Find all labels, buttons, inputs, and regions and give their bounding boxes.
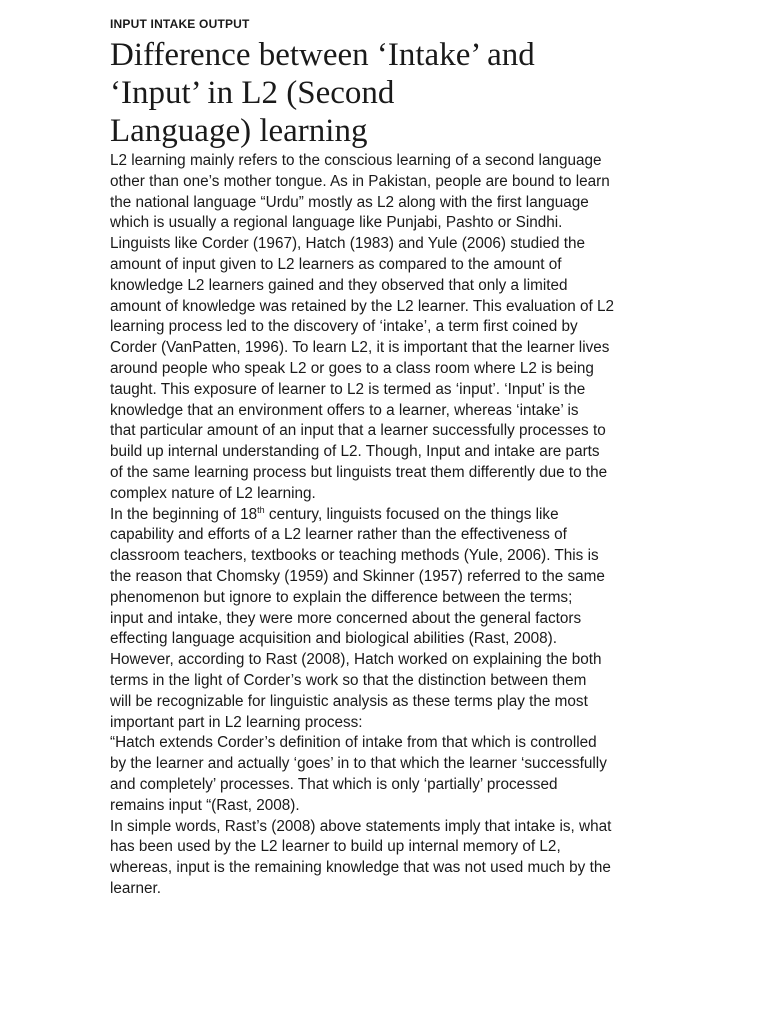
text-line: learning process led to the discovery of ‘intake’, a term first coined by [110, 318, 578, 336]
text-line: of the same learning process but linguists treat them differently due to the [110, 463, 608, 481]
document-body [110, 151, 662, 900]
text-line: In simple words, Rast’s (2008) above statements imply that intake is, what [110, 817, 612, 835]
document-title [110, 36, 580, 150]
paragraph-history [110, 505, 662, 734]
text-line: which is usually a regional language like Punjabi, Pashto or Sindhi. [110, 214, 563, 232]
text-fragment: In the beginning of 18 [110, 505, 258, 523]
text-line: amount of input given to L2 learners as compared to the amount of [110, 255, 562, 273]
text-line: However, according to Rast (2008), Hatch worked on explaining the both [110, 651, 602, 669]
text-line: L2 learning mainly refers to the conscious learning of a second language [110, 152, 602, 169]
text-line: the reason that Chomsky (1959) and Skinner (1957) referred to the same [110, 567, 605, 585]
title-line: Difference between ‘Intake’ and [110, 37, 535, 73]
text-line: has been used by the L2 learner to build up internal memory of L2, [110, 838, 561, 856]
ordinal-suffix: th [257, 504, 265, 515]
text-line: complex nature of L2 learning. [110, 484, 316, 502]
text-line: effecting language acquisition and biological abilities (Rast, 2008). [110, 630, 558, 648]
text-line: knowledge L2 learners gained and they observed that only a limited [110, 276, 568, 294]
text-line: and completely’ processes. That which is only ‘partially’ processed [110, 775, 558, 793]
text-line: will be recognizable for linguistic analysis as these terms play the most [110, 692, 588, 710]
text-line [110, 505, 662, 526]
paragraph-intro [110, 151, 662, 505]
text-line: knowledge that an environment offers to a learner, whereas ‘intake’ is [110, 401, 579, 419]
text-line: “Hatch extends Corder’s definition of intake from that which is controlled [110, 734, 597, 752]
text-line: phenomenon but ignore to explain the difference between the terms; [110, 588, 573, 606]
text-line: Corder (VanPatten, 1996). To learn L2, it is important that the learner lives [110, 339, 610, 357]
text-line: important part in L2 learning process: [110, 713, 363, 731]
text-line: build up internal understanding of L2. Though, Input and intake are parts [110, 443, 600, 461]
text-line: whereas, input is the remaining knowledge that was not used much by the [110, 859, 611, 877]
document-label: INPUT INTAKE OUTPUT [110, 17, 250, 31]
title-line: Language) learning [110, 113, 368, 149]
text-line: by the learner and actually ‘goes’ in to that which the learner ‘successfully [110, 755, 607, 773]
text-line: amount of knowledge was retained by the L2 learner. This evaluation of L2 [110, 297, 614, 315]
paragraph-summary [110, 817, 662, 900]
paragraph-quote [110, 733, 662, 816]
text-line: the national language “Urdu” mostly as L2 along with the first language [110, 193, 589, 211]
text-line: remains input “(Rast, 2008). [110, 796, 300, 814]
text-line: input and intake, they were more concerned about the general factors [110, 609, 582, 627]
text-line: classroom teachers, textbooks or teaching methods (Yule, 2006). This is [110, 547, 599, 565]
document-page [110, 14, 662, 900]
text-line: capability and efforts of a L2 learner rather than the effectiveness of [110, 526, 567, 544]
title-line: ‘Input’ in L2 (Second [110, 75, 395, 111]
text-line: other than one’s mother tongue. As in Pakistan, people are bound to learn [110, 172, 610, 190]
text-line: Linguists like Corder (1967), Hatch (1983) and Yule (2006) studied the [110, 235, 586, 253]
text-line: that particular amount of an input that a learner successfully processes to [110, 422, 606, 440]
text-line: around people who speak L2 or goes to a class room where L2 is being [110, 359, 594, 377]
text-line: learner. [110, 879, 162, 897]
text-line: terms in the light of Corder’s work so that the distinction between them [110, 671, 587, 689]
text-fragment: century, linguists focused on the things like [264, 505, 559, 523]
text-line: taught. This exposure of learner to L2 is termed as ‘input’. ‘Input’ is the [110, 380, 586, 398]
